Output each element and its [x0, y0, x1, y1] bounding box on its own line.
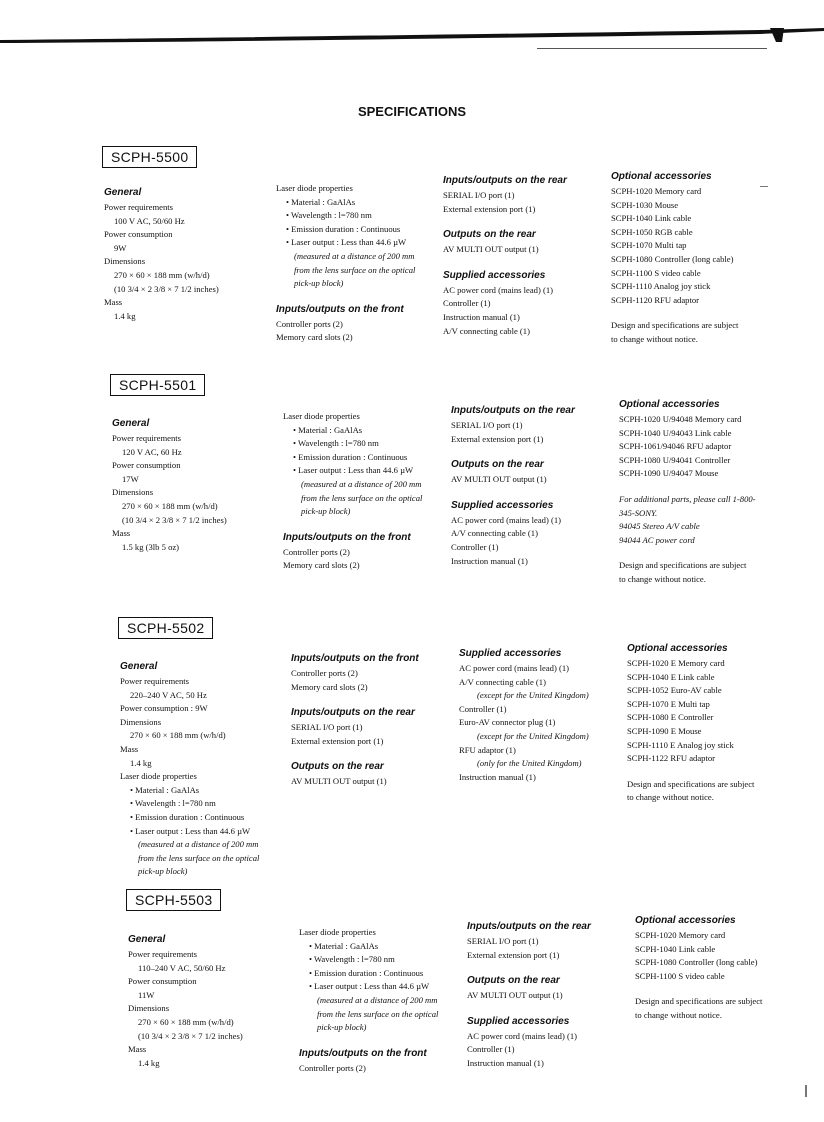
- spec-line: SCPH-1080 Controller (long cable): [635, 957, 758, 968]
- scan-top-edge: [0, 28, 824, 46]
- spec-line: (10 3/4 × 2 3/8 × 7 1/2 inches): [138, 1030, 243, 1041]
- spec-line: SCPH-1040 Link cable: [635, 943, 716, 954]
- spec-line: 100 V AC, 50/60 Hz: [114, 215, 185, 226]
- section-heading: Optional accessories: [627, 643, 728, 654]
- spec-line: Mass: [112, 528, 131, 539]
- section-heading: Supplied accessories: [467, 1015, 570, 1027]
- spec-line: AV MULTI OUT output (1): [451, 474, 547, 485]
- spec-line: SCPH-1020 Memory card: [635, 930, 726, 940]
- spec-line: External extension port (1): [443, 203, 536, 214]
- spec-line: External extension port (1): [291, 735, 384, 746]
- spec-column: [120, 660, 259, 879]
- section-heading: General: [128, 934, 166, 945]
- spec-line: 120 V AC, 60 Hz: [122, 446, 182, 457]
- spec-line: Controller (1): [451, 541, 499, 552]
- spec-line: SCPH-1070 E Multi tap: [627, 698, 710, 709]
- spec-line: For additional parts, please call 1-800-: [619, 493, 756, 504]
- spec-line: 94045 Stereo A/V cable: [619, 521, 700, 532]
- spec-line: SCPH-1040 E Link cable: [627, 671, 715, 682]
- spec-line: Power consumption: [104, 229, 173, 240]
- section-heading: Inputs/outputs on the front: [299, 1047, 427, 1059]
- section-heading: General: [104, 187, 142, 198]
- spec-line: SERIAL I/O port (1): [451, 420, 523, 430]
- spec-line: Euro-AV connector plug (1): [459, 717, 556, 728]
- spec-line: (10 3/4 × 2 3/8 × 7 1/2 inches): [122, 514, 227, 525]
- section-heading: Outputs on the rear: [451, 459, 544, 471]
- spec-line: • Emission duration : Continuous: [293, 451, 408, 462]
- spec-line: Dimensions: [120, 716, 162, 727]
- spec-line: Controller (1): [467, 1044, 515, 1055]
- spec-column: [276, 182, 415, 345]
- spec-line: Memory card slots (2): [283, 560, 360, 571]
- spec-line: • Emission duration : Continuous: [309, 967, 424, 978]
- section-heading: Outputs on the rear: [443, 229, 536, 241]
- spec-line: SERIAL I/O port (1): [443, 190, 515, 200]
- spec-line: Dimensions: [112, 487, 154, 498]
- spec-line: • Wavelength : l=780 nm: [286, 210, 372, 221]
- spec-line: pick-up block): [138, 866, 188, 877]
- spec-line: Design and specifications are subject: [635, 996, 763, 1007]
- spec-line: SCPH-1110 E Analog joy stick: [627, 739, 734, 750]
- spec-line: from the lens surface on the optical: [317, 1008, 439, 1019]
- spec-line: • Laser output : Less than 44.6 µW: [293, 465, 414, 476]
- spec-line: to change without notice.: [619, 573, 706, 584]
- spec-line: Laser diode properties: [283, 411, 360, 421]
- spec-line: 110–240 V AC, 50/60 Hz: [138, 962, 226, 973]
- spec-line: Dimensions: [104, 256, 146, 267]
- page-title: SPECIFICATIONS: [357, 104, 467, 119]
- spec-line: AC power cord (mains lead) (1): [459, 663, 570, 673]
- section-heading: Outputs on the rear: [467, 975, 560, 987]
- spec-line: from the lens surface on the optical: [138, 852, 260, 863]
- spec-line: pick-up block): [301, 506, 351, 517]
- spec-line: 17W: [122, 473, 139, 484]
- spec-line: Mass: [104, 297, 123, 308]
- spec-line: SCPH-1040 Link cable: [611, 213, 692, 224]
- spec-line: Controller ports (2): [291, 668, 358, 678]
- spec-line: (measured at a distance of 200 mm: [301, 478, 422, 489]
- spec-line: AV MULTI OUT output (1): [467, 990, 563, 1001]
- spec-line: A/V connecting cable (1): [459, 676, 546, 687]
- spec-line: (except for the United Kingdom): [477, 690, 589, 701]
- spec-line: SCPH-1122 RFU adaptor: [627, 753, 716, 764]
- spec-line: • Wavelength : l=780 nm: [130, 798, 216, 809]
- spec-line: pick-up block): [294, 278, 344, 289]
- section-heading: Optional accessories: [635, 915, 736, 926]
- model-heading: SCPH-5503: [126, 889, 221, 911]
- spec-line: RFU adaptor (1): [459, 744, 516, 755]
- spec-line: Power requirements: [104, 202, 173, 212]
- spec-line: Instruction manual (1): [459, 771, 536, 782]
- spec-column: [299, 926, 438, 1075]
- spec-line: SCPH-1100 S video cable: [611, 267, 701, 278]
- spec-line: Design and specifications are subject: [611, 320, 739, 331]
- spec-line: A/V connecting cable (1): [443, 325, 530, 336]
- spec-line: SERIAL I/O port (1): [467, 936, 539, 946]
- spec-line: Instruction manual (1): [443, 311, 520, 322]
- spec-line: (measured at a distance of 200 mm: [138, 839, 259, 850]
- spec-line: SERIAL I/O port (1): [291, 722, 363, 733]
- spec-line: 9W: [114, 242, 127, 253]
- section-heading: General: [120, 661, 158, 672]
- spec-line: AC power cord (mains lead) (1): [467, 1030, 578, 1041]
- spec-column: [128, 933, 243, 1070]
- spec-column: [459, 647, 589, 784]
- spec-line: SCPH-1030 Mouse: [611, 199, 679, 210]
- spec-line: Controller (1): [459, 703, 507, 714]
- section-heading: Supplied accessories: [443, 269, 546, 281]
- section-heading: Inputs/outputs on the front: [283, 531, 411, 543]
- spec-line: Power requirements: [128, 949, 197, 959]
- section-heading: Optional accessories: [619, 399, 720, 410]
- spec-line: pick-up block): [317, 1022, 367, 1033]
- spec-line: SCPH-1020 E Memory card: [627, 658, 725, 668]
- spec-line: • Emission duration : Continuous: [130, 811, 245, 822]
- spec-line: Power requirements: [112, 433, 181, 443]
- model-heading: SCPH-5502: [118, 617, 213, 639]
- spec-line: • Material : GaAlAs: [293, 424, 363, 435]
- spec-line: (only for the United Kingdom): [477, 758, 582, 769]
- spec-line: (measured at a distance of 200 mm: [317, 994, 438, 1005]
- spec-line: to change without notice.: [611, 333, 698, 344]
- spec-line: AC power cord (mains lead) (1): [451, 514, 562, 525]
- spec-line: (measured at a distance of 200 mm: [294, 250, 415, 261]
- spec-line: 94044 AC power cord: [619, 534, 695, 545]
- spec-line: AC power cord (mains lead) (1): [443, 284, 554, 295]
- spec-line: from the lens surface on the optical: [294, 264, 416, 275]
- section-heading: Inputs/outputs on the front: [291, 653, 419, 664]
- spec-line: SCPH-1080 U/94041 Controller: [619, 454, 731, 465]
- spec-line: • Emission duration : Continuous: [286, 223, 401, 234]
- spec-line: Memory card slots (2): [291, 681, 368, 692]
- spec-column: [112, 417, 227, 554]
- spec-line: Design and specifications are subject: [627, 778, 755, 789]
- spec-line: from the lens surface on the optical: [301, 492, 423, 503]
- section-heading: Supplied accessories: [459, 648, 562, 659]
- spec-column: [451, 404, 575, 568]
- spec-line: SCPH-1040 U/94043 Link cable: [619, 427, 732, 438]
- spec-line: • Laser output : Less than 44.6 µW: [286, 237, 407, 248]
- section-heading: Inputs/outputs on the front: [276, 303, 404, 315]
- section-heading: Inputs/outputs on the rear: [467, 921, 591, 932]
- spec-line: 270 × 60 × 188 mm (w/h/d): [138, 1016, 234, 1027]
- spec-line: SCPH-1090 E Mouse: [627, 725, 702, 736]
- spec-column: [467, 920, 591, 1071]
- spec-line: Laser diode properties: [299, 927, 376, 937]
- section-heading: General: [112, 418, 150, 429]
- section-heading: Inputs/outputs on the rear: [451, 405, 575, 416]
- spec-line: • Wavelength : l=780 nm: [309, 954, 395, 965]
- spec-line: Power consumption : 9W: [120, 703, 208, 714]
- spec-column: [291, 652, 419, 789]
- spec-line: Laser diode properties: [276, 183, 353, 193]
- section-heading: Optional accessories: [611, 171, 712, 182]
- spec-line: SCPH-1110 Analog joy stick: [611, 281, 711, 292]
- spec-line: SCPH-1050 RGB cable: [611, 226, 693, 237]
- spec-line: SCPH-1120 RFU adaptor: [611, 294, 700, 305]
- spec-line: 270 × 60 × 188 mm (w/h/d): [114, 269, 210, 280]
- spec-line: SCPH-1070 Multi tap: [611, 240, 687, 251]
- spec-line: Power requirements: [120, 676, 189, 686]
- scan-rule: [537, 48, 767, 49]
- spec-line: Laser diode properties: [120, 771, 197, 782]
- scan-speck: [805, 1085, 807, 1097]
- spec-line: (except for the United Kingdom): [477, 730, 589, 741]
- spec-line: 1.4 kg: [138, 1057, 160, 1068]
- spec-line: 1.5 kg (3lb 5 oz): [122, 541, 180, 552]
- spec-line: AV MULTI OUT output (1): [443, 244, 539, 255]
- spec-line: Power consumption: [128, 976, 197, 987]
- spec-line: Memory card slots (2): [276, 332, 353, 343]
- spec-line: Mass: [128, 1044, 147, 1055]
- spec-line: External extension port (1): [451, 433, 544, 444]
- spec-column: [611, 170, 738, 347]
- spec-line: SCPH-1061/94046 RFU adaptor: [619, 441, 732, 452]
- spec-line: SCPH-1080 E Controller: [627, 712, 714, 723]
- spec-line: 270 × 60 × 188 mm (w/h/d): [130, 730, 226, 741]
- spec-line: SCPH-1100 S video cable: [635, 970, 725, 981]
- spec-line: 270 × 60 × 188 mm (w/h/d): [122, 500, 218, 511]
- spec-line: • Material : GaAlAs: [286, 196, 356, 207]
- spec-line: Design and specifications are subject: [619, 560, 747, 571]
- spec-line: SCPH-1020 Memory card: [611, 186, 702, 196]
- spec-line: (10 3/4 × 2 3/8 × 7 1/2 inches): [114, 283, 219, 294]
- spec-line: Mass: [120, 743, 139, 754]
- section-heading: Supplied accessories: [451, 499, 554, 511]
- spec-line: • Material : GaAlAs: [130, 784, 200, 795]
- spec-line: External extension port (1): [467, 949, 560, 960]
- spec-line: SCPH-1020 U/94048 Memory card: [619, 414, 742, 424]
- spec-line: SCPH-1090 U/94047 Mouse: [619, 468, 719, 479]
- spec-line: • Laser output : Less than 44.6 µW: [130, 825, 251, 836]
- spec-line: 1.4 kg: [130, 757, 152, 768]
- spec-column: [443, 174, 567, 338]
- spec-line: AV MULTI OUT output (1): [291, 776, 387, 787]
- spec-line: • Material : GaAlAs: [309, 940, 379, 951]
- spec-line: SCPH-1052 Euro-AV cable: [627, 685, 722, 696]
- spec-column: [283, 410, 422, 573]
- spec-line: A/V connecting cable (1): [451, 528, 538, 539]
- spec-line: Dimensions: [128, 1003, 170, 1014]
- section-heading: Inputs/outputs on the rear: [291, 707, 415, 719]
- spec-line: to change without notice.: [627, 792, 714, 803]
- section-heading: Inputs/outputs on the rear: [443, 175, 567, 186]
- spec-line: Controller ports (2): [299, 1062, 366, 1073]
- spec-column: [619, 398, 756, 587]
- spec-line: Controller ports (2): [283, 546, 350, 557]
- model-heading: SCPH-5500: [102, 146, 197, 168]
- spec-line: • Laser output : Less than 44.6 µW: [309, 981, 430, 992]
- spec-column: [627, 642, 754, 805]
- section-heading: Outputs on the rear: [291, 761, 384, 773]
- spec-line: • Wavelength : l=780 nm: [293, 438, 379, 449]
- spec-column: [104, 186, 219, 323]
- spec-line: to change without notice.: [635, 1009, 722, 1020]
- spec-line: Controller ports (2): [276, 318, 343, 329]
- scan-speck: [760, 186, 768, 187]
- spec-line: 220–240 V AC, 50 Hz: [130, 689, 207, 700]
- spec-line: SCPH-1080 Controller (long cable): [611, 253, 734, 264]
- spec-line: 1.4 kg: [114, 310, 136, 321]
- spec-line: Instruction manual (1): [467, 1057, 544, 1068]
- spec-line: Controller (1): [443, 298, 491, 309]
- spec-line: 345-SONY.: [619, 507, 658, 518]
- spec-line: Power consumption: [112, 460, 181, 471]
- spec-line: 11W: [138, 989, 155, 1000]
- model-heading: SCPH-5501: [110, 374, 205, 396]
- spec-column: [635, 914, 762, 1023]
- spec-line: Instruction manual (1): [451, 555, 528, 566]
